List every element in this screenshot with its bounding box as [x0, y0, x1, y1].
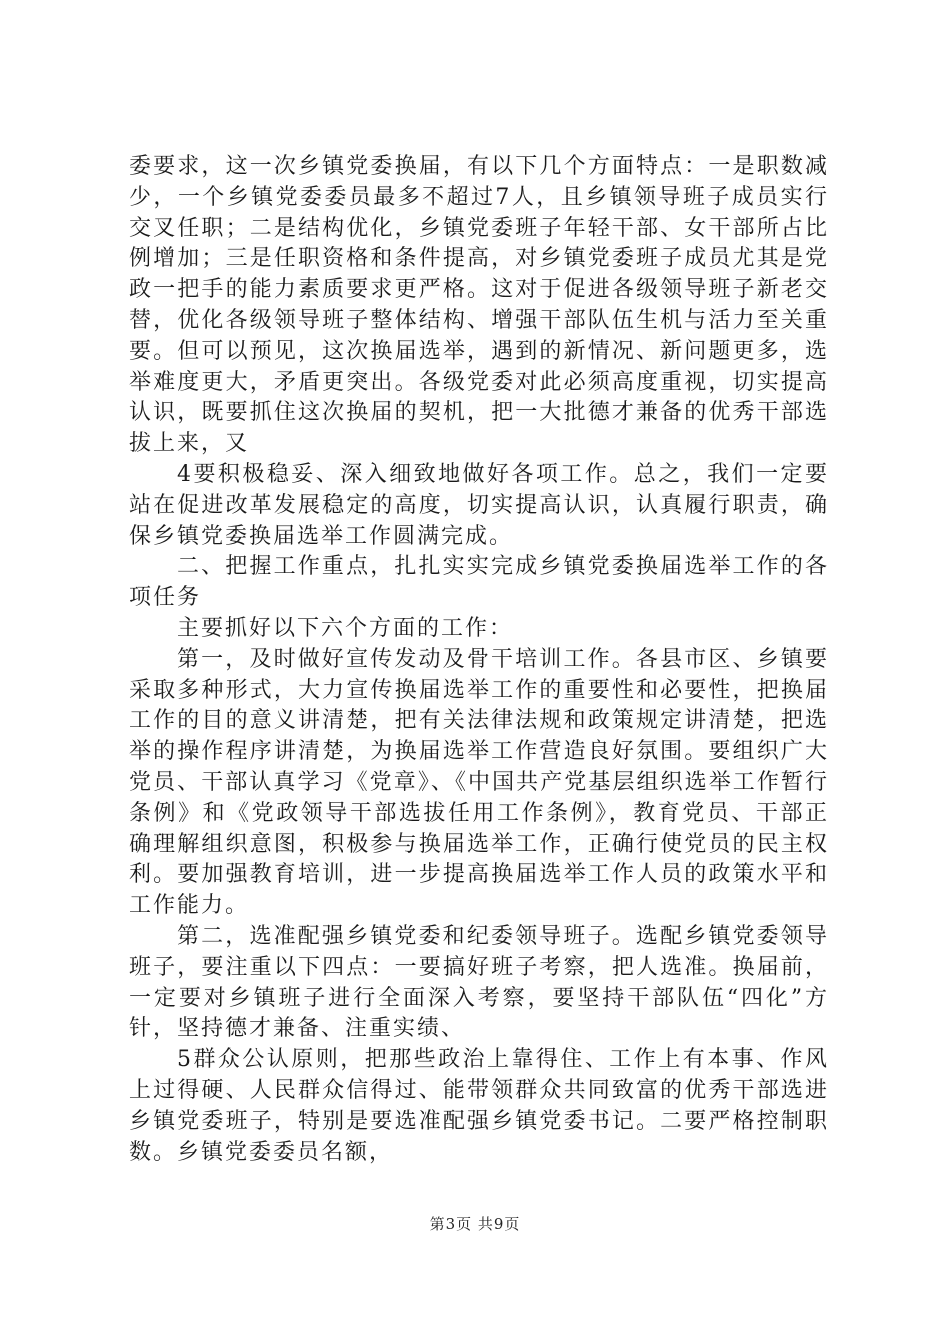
paragraph: 主要抓好以下六个方面的工作：: [177, 615, 514, 641]
paragraph: 第二，选准配强乡镇党委和纪委领导班子。选配乡镇党委领导班子，要注重以下四点：一要搞好班子考察，把人选准。换届前，一定要对乡镇班子进行全面深入考察，要坚持干部队伍“四化”方针，坚持德才兼备、注重实绩、: [129, 923, 829, 1042]
section-heading: 二、把握工作重点，扎扎实实完成乡镇党委换届选举工作的各项任务: [129, 554, 829, 611]
paragraph: 4要积极稳妥、深入细致地做好各项工作。总之，我们一定要站在促进改革发展稳定的高度，切实提高认识，认真履行职责，确保乡镇党委换届选举工作圆满完成。: [129, 461, 829, 549]
paragraph: 5群众公认原则，把那些政治上靠得住、工作上有本事、作风上过得硬、人民群众信得过、能带领群众共同致富的优秀干部选进乡镇党委班子，特别是要选准配强乡镇党委书记。二要严格控制职数。乡镇党委委员名额，: [129, 1047, 829, 1165]
paragraph: 委要求，这一次乡镇党委换届，有以下几个方面特点：一是职数减少，一个乡镇党委委员最多不超过7人，且乡镇领导班子成员实行交叉任职；二是结构优化，乡镇党委班子年轻干部、女干部所占比例增加；三是任职资格和条件提高，对乡镇党委班子成员尤其是党政一把手的能力素质要求更严格。这对于促进各级领导班子新老交替，优化各级领导班子整体结构、增强干部队伍生机与活力至关重要。但可以预见，这次换届选举，遇到的新情况、新问题更多，选举难度更大，矛盾更突出。各级党委对此必须高度重视，切实提高认识，既要抓住这次换届的契机，把一大批德才兼备的优秀干部选拔上来，又: [129, 154, 829, 457]
body-text: [129, 152, 829, 1168]
page-number-footer: 第3页 共9页: [429, 1215, 521, 1233]
paragraph: 第一，及时做好宣传发动及骨干培训工作。各县市区、乡镇要采取多种形式，大力宣传换届选举工作的重要性和必要性，把换届工作的目的意义讲清楚，把有关法律法规和政策规定讲清楚，把选举的操作程序讲清楚，为换届选举工作营造良好氛围。要组织广大党员、干部认真学习《党章》、《中国共产党基层组织选举工作暂行条例》和《党政领导干部选拔任用工作条例》，教育党员、干部正确理解组织意图，积极参与换届选举工作，正确行使党员的民主权利。要加强教育培训，进一步提高换届选举工作人员的政策水平和工作能力。: [129, 646, 829, 919]
